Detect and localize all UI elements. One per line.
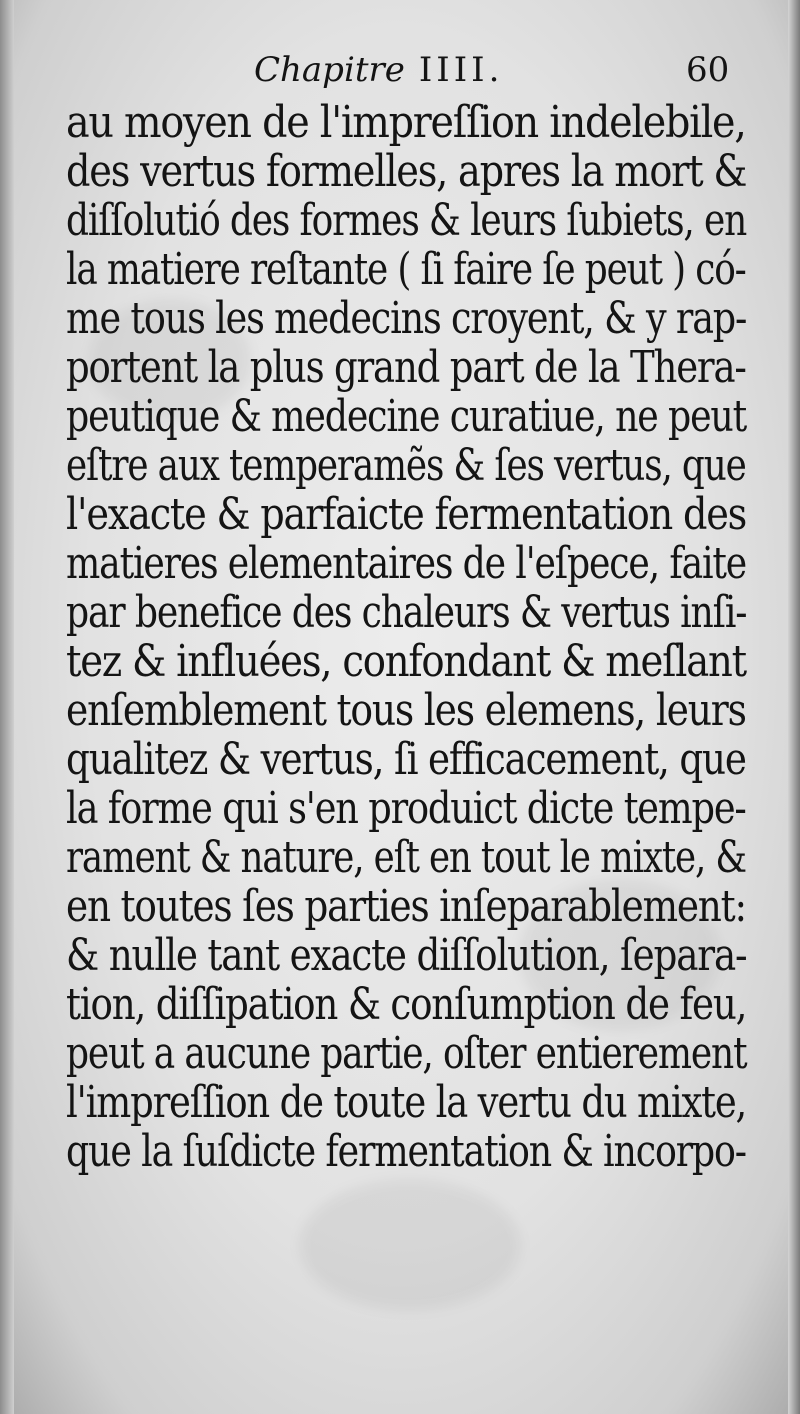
text-line: qualitez & vertus, ſi efficacement, que <box>66 734 746 785</box>
chapter-number: IIII. <box>418 50 504 90</box>
text-line: rament & nature, eſt en tout le mixte, & <box>66 832 746 883</box>
text-line: enſemblement tous les elemens, leurs <box>66 685 746 736</box>
text-line: l'exacte & parfaicte fermentation des <box>66 489 747 540</box>
running-title <box>254 42 503 98</box>
text-line: tez & influées, confondant & meſlant <box>66 636 746 687</box>
text-line: tion, diſſipation & conſumption de feu, <box>66 979 747 1030</box>
text-line: matieres elementaires de l'eſpece, faite <box>66 538 747 589</box>
text-line: la matiere reſtante ( ſi faire ſe peut ) có- <box>66 244 746 295</box>
body-text <box>66 98 746 1176</box>
text-line: peutique & medecine curatiue, ne peut <box>66 391 747 442</box>
text-line: eſtre aux temperamẽs & ſes vertus, que <box>66 440 746 491</box>
text-line: par benefice des chaleurs & vertus inſi- <box>66 587 747 638</box>
page-number: 60 <box>686 50 730 90</box>
text-line: l'impreſſion de toute la vertu du mixte, <box>66 1077 747 1128</box>
text-line: & nulle tant exacte diſſolution, ſepara- <box>66 930 747 981</box>
text-line: au moyen de l'impreſſion indelebile, <box>66 97 746 148</box>
text-line: en toutes ſes parties inſeparablement: <box>66 881 746 932</box>
page-right-shadow <box>788 0 800 1414</box>
text-line: que la ſuſdicte fermentation & incorpo- <box>66 1126 746 1177</box>
text-line: portent la plus grand part de la Thera- <box>66 342 746 393</box>
text-line: me tous les medecins croyent, & y rap- <box>66 293 747 344</box>
paper-stain <box>300 1180 520 1310</box>
text-line: des vertus formelles, apres la mort & <box>66 146 747 197</box>
text-line: diſſolutió des formes & leurs ſubiets, en <box>66 195 747 246</box>
running-header <box>0 42 800 98</box>
page-left-shadow <box>0 0 14 1414</box>
chapter-title: Chapitre <box>254 50 405 90</box>
text-line: la forme qui s'en produict dicte tempe- <box>66 783 746 834</box>
text-line: peut a aucune partie, oſter entierement <box>66 1028 747 1079</box>
